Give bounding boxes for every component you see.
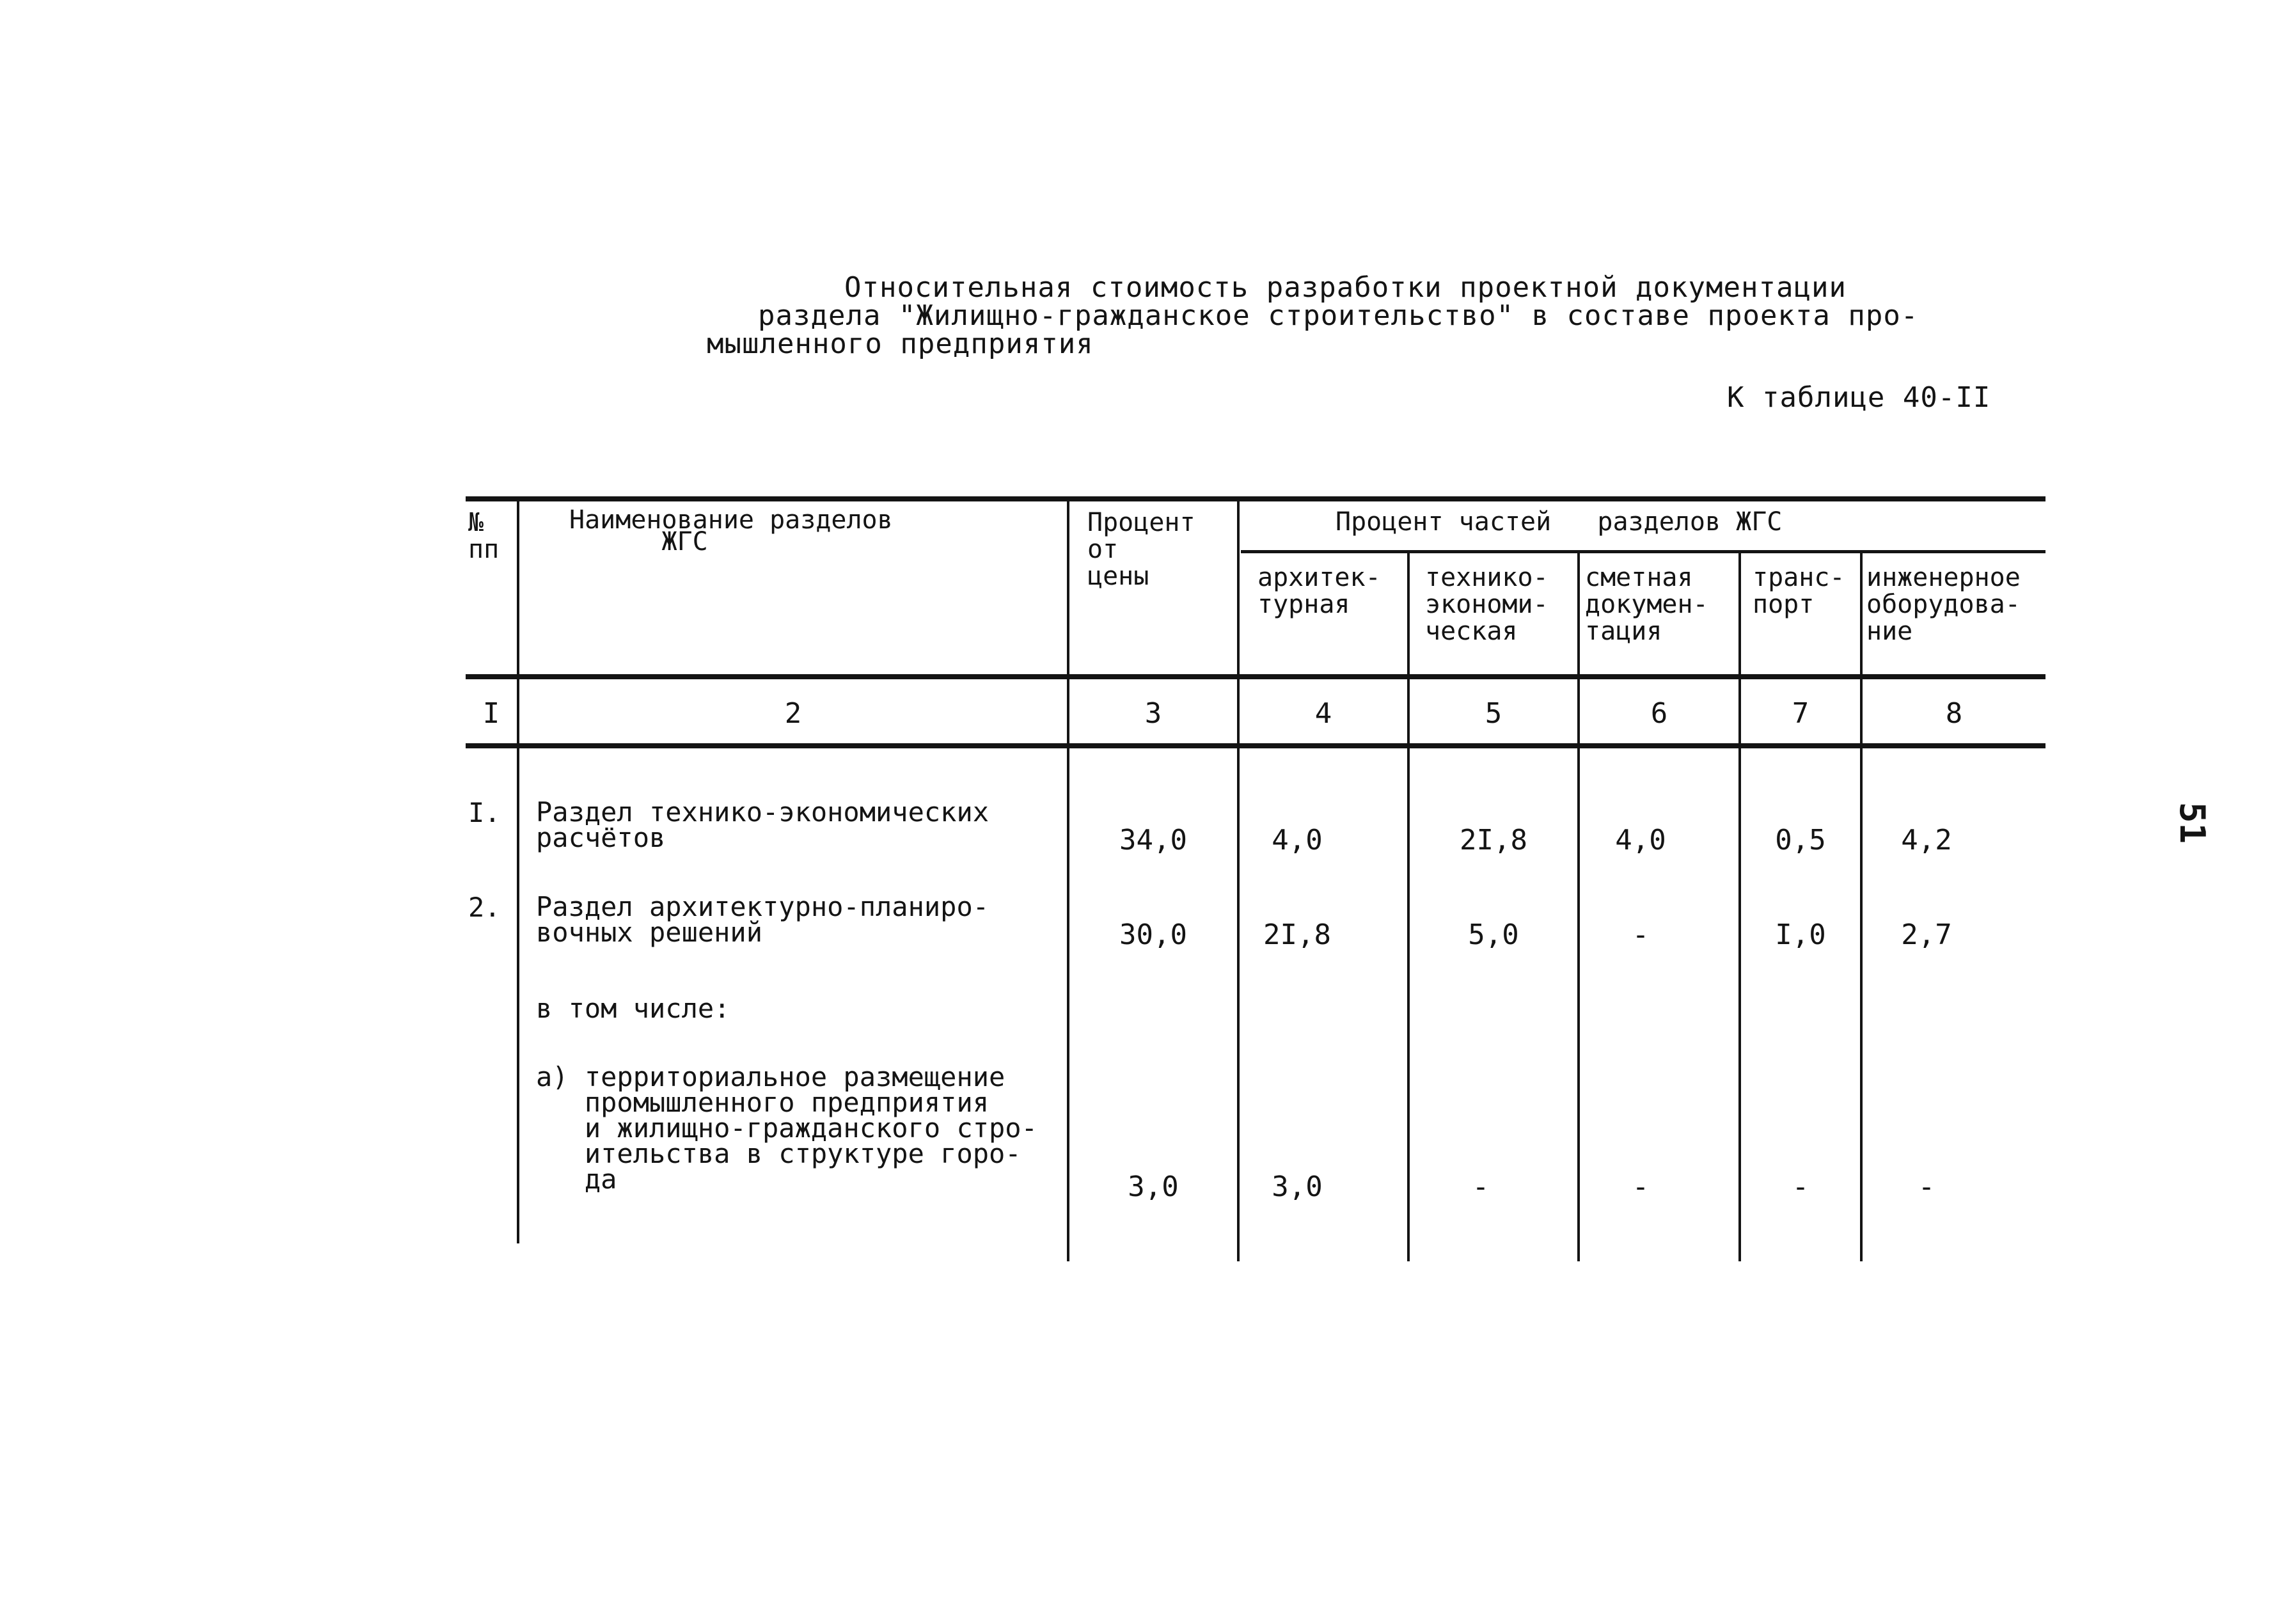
row1-num: I. [468, 797, 501, 828]
row2-percent: 30,0 [1119, 918, 1187, 951]
colnum-3: 3 [1144, 697, 1162, 730]
row4-est: - [1632, 1171, 1650, 1203]
row4-name: а) территориальное размещение промышленного предприятия и жилищно-гражданского стро- ительства в структуре горо- да [536, 1061, 1037, 1195]
title-line-2: раздела "Жилищно-гражданское строительство" в составе проекта про- [758, 299, 1919, 332]
row1-eng: 4,2 [1901, 824, 1952, 856]
page-number: 51 [2172, 801, 2213, 844]
row1-est: 4,0 [1615, 824, 1666, 856]
row3-name: в том числе: [536, 993, 730, 1024]
row4-arch: 3,0 [1272, 1171, 1323, 1203]
row4-eng: - [1918, 1171, 1935, 1203]
colnum-7: 7 [1792, 697, 1809, 730]
title-line-3: мышленного предприятия [707, 327, 1094, 360]
header-bottom-rule [466, 674, 2045, 679]
row2-eng: 2,7 [1901, 918, 1952, 951]
parts-subheader-rule [1241, 550, 2045, 553]
header-parts: Процент частей разделов ЖГС [1336, 507, 1783, 537]
row4-tech: - [1472, 1171, 1490, 1203]
colnum-5: 5 [1485, 697, 1502, 730]
colnum-8: 8 [1945, 697, 1963, 730]
col-divider-2 [1067, 496, 1069, 1261]
colnum-bottom-rule [466, 743, 2045, 748]
header-trans: транс- порт [1753, 563, 1845, 619]
col-divider-1 [517, 496, 519, 1243]
table-top-rule [466, 496, 2045, 501]
col-divider-4 [1407, 551, 1410, 1261]
colnum-6: 6 [1650, 697, 1668, 730]
row1-arch: 4,0 [1272, 824, 1323, 856]
row2-arch: 2I,8 [1263, 918, 1331, 951]
col-divider-6 [1738, 551, 1741, 1261]
header-arch: архитек- турная [1257, 563, 1381, 619]
colnum-4: 4 [1314, 697, 1332, 730]
row4-trans: - [1792, 1171, 1809, 1203]
table-reference: К таблице 40-II [1727, 381, 1991, 414]
row4-percent: 3,0 [1128, 1171, 1179, 1203]
col-divider-3 [1237, 496, 1240, 1261]
row2-num: 2. [468, 892, 501, 923]
col-divider-7 [1860, 551, 1863, 1261]
row1-tech: 2I,8 [1460, 824, 1527, 856]
colnum-1: I [482, 697, 500, 730]
colnum-2: 2 [784, 697, 802, 730]
header-tech: технико- экономи- ческая [1425, 563, 1549, 646]
row2-name: Раздел архитектурно-планиро- вочных решений [536, 891, 989, 948]
title-line-1: Относительная стоимость разработки проектной документации [844, 271, 1847, 304]
row2-tech: 5,0 [1468, 918, 1519, 951]
header-percent: Процент от цены [1087, 508, 1195, 591]
header-name: Наименование разделов ЖГС [569, 505, 893, 556]
row2-est: - [1632, 918, 1650, 951]
col-divider-5 [1577, 551, 1580, 1261]
row1-percent: 34,0 [1119, 824, 1187, 856]
row1-trans: 0,5 [1775, 824, 1826, 856]
header-eng: инженерное оборудова- ние [1866, 563, 2021, 646]
header-num: № пп [468, 508, 500, 564]
header-est: сметная докумен- тация [1585, 563, 1708, 646]
row1-name: Раздел технико-экономических расчётов [536, 796, 989, 853]
row2-trans: I,0 [1775, 918, 1826, 951]
